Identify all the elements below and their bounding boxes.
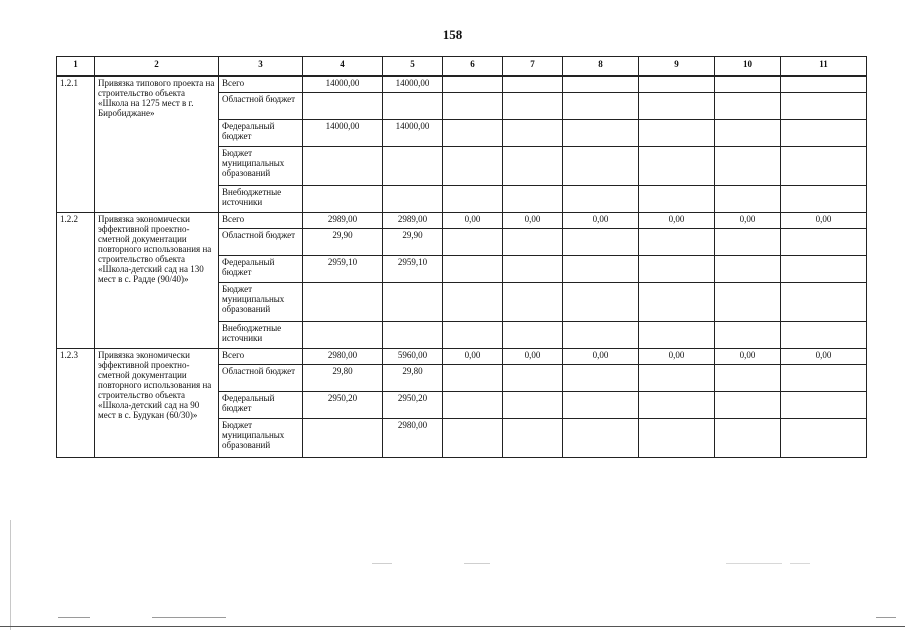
value-cell (563, 256, 639, 283)
page-number: 158 (442, 27, 463, 42)
column-header-3: 3 (219, 57, 303, 77)
value-cell (715, 392, 781, 419)
value-cell: 0,00 (443, 213, 503, 229)
value-cell (781, 76, 867, 93)
scan-artifact (372, 563, 392, 564)
value-cell (639, 147, 715, 186)
value-cell (503, 322, 563, 349)
funding-source: Бюджет муниципальных образований (219, 147, 303, 186)
scan-artifact (152, 617, 226, 618)
item-code: 1.2.1 (57, 76, 95, 213)
value-cell (563, 186, 639, 213)
value-cell (443, 93, 503, 120)
value-cell: 2980,00 (383, 419, 443, 458)
funding-source: Внебюджетные источники (219, 186, 303, 213)
column-header-7: 7 (503, 57, 563, 77)
value-cell (563, 93, 639, 120)
value-cell (563, 76, 639, 93)
value-cell: 29,80 (383, 365, 443, 392)
value-cell (303, 147, 383, 186)
value-cell: 0,00 (781, 213, 867, 229)
value-cell: 29,90 (383, 229, 443, 256)
value-cell: 2959,10 (383, 256, 443, 283)
value-cell (563, 229, 639, 256)
value-cell (639, 365, 715, 392)
column-header-1: 1 (57, 57, 95, 77)
value-cell: 0,00 (715, 349, 781, 365)
value-cell: 0,00 (563, 213, 639, 229)
value-cell (383, 283, 443, 322)
value-cell: 0,00 (639, 213, 715, 229)
item-code: 1.2.3 (57, 349, 95, 458)
value-cell (383, 322, 443, 349)
value-cell (639, 76, 715, 93)
value-cell: 5960,00 (383, 349, 443, 365)
value-cell (443, 322, 503, 349)
value-cell (781, 120, 867, 147)
column-header-10: 10 (715, 57, 781, 77)
value-cell (563, 147, 639, 186)
column-header-11: 11 (781, 57, 867, 77)
funding-source: Областной бюджет (219, 93, 303, 120)
item-code: 1.2.2 (57, 213, 95, 349)
scan-artifact (790, 563, 810, 564)
funding-source: Бюджет муниципальных образований (219, 419, 303, 458)
funding-source: Федеральный бюджет (219, 256, 303, 283)
value-cell: 2950,20 (303, 392, 383, 419)
value-cell (715, 93, 781, 120)
table-row (57, 349, 867, 365)
column-header-9: 9 (639, 57, 715, 77)
column-header-4: 4 (303, 57, 383, 77)
value-cell (503, 76, 563, 93)
funding-source: Федеральный бюджет (219, 392, 303, 419)
value-cell (503, 392, 563, 419)
value-cell (639, 120, 715, 147)
value-cell (563, 392, 639, 419)
value-cell (781, 365, 867, 392)
value-cell: 2959,10 (303, 256, 383, 283)
value-cell: 0,00 (563, 349, 639, 365)
value-cell (781, 93, 867, 120)
value-cell (383, 93, 443, 120)
table-row (57, 213, 867, 229)
value-cell (503, 93, 563, 120)
column-header-6: 6 (443, 57, 503, 77)
value-cell (443, 147, 503, 186)
funding-source: Бюджет муниципальных образований (219, 283, 303, 322)
value-cell (715, 147, 781, 186)
value-cell (639, 93, 715, 120)
value-cell (563, 120, 639, 147)
column-header-5: 5 (383, 57, 443, 77)
value-cell (303, 93, 383, 120)
value-cell (715, 229, 781, 256)
value-cell (639, 283, 715, 322)
budget-table (56, 56, 867, 458)
value-cell (503, 419, 563, 458)
value-cell: 0,00 (715, 213, 781, 229)
scan-margin-line (10, 520, 11, 630)
value-cell (781, 147, 867, 186)
value-cell (715, 419, 781, 458)
value-cell (781, 419, 867, 458)
value-cell: 0,00 (503, 349, 563, 365)
value-cell (443, 256, 503, 283)
funding-source: Областной бюджет (219, 229, 303, 256)
value-cell (443, 283, 503, 322)
value-cell: 29,80 (303, 365, 383, 392)
value-cell (563, 322, 639, 349)
value-cell: 14000,00 (383, 76, 443, 93)
value-cell (563, 419, 639, 458)
item-name: Привязка типового проекта на строительство объекта «Школа на 1275 мест в г. Биробиджане» (95, 76, 219, 213)
scan-artifact (464, 563, 490, 564)
value-cell: 0,00 (503, 213, 563, 229)
value-cell: 14000,00 (303, 120, 383, 147)
value-cell (383, 147, 443, 186)
table-row (57, 76, 867, 93)
value-cell (715, 186, 781, 213)
column-header-2: 2 (95, 57, 219, 77)
value-cell (443, 229, 503, 256)
item-name: Привязка экономически эффективной проектно-сметной документации повторного использования на строительство объекта «Школа-детский сад на 130 мест в с. Радде (90/40)» (95, 213, 219, 349)
value-cell (303, 283, 383, 322)
value-cell: 0,00 (781, 349, 867, 365)
value-cell (443, 419, 503, 458)
value-cell (781, 229, 867, 256)
value-cell (715, 283, 781, 322)
value-cell (443, 365, 503, 392)
value-cell: 29,90 (303, 229, 383, 256)
value-cell (503, 147, 563, 186)
table-body (57, 76, 867, 458)
value-cell (781, 256, 867, 283)
value-cell: 2989,00 (303, 213, 383, 229)
value-cell: 14000,00 (303, 76, 383, 93)
scan-artifact (876, 617, 896, 618)
funding-source: Всего (219, 349, 303, 365)
value-cell (715, 120, 781, 147)
funding-source: Всего (219, 76, 303, 93)
value-cell: 2989,00 (383, 213, 443, 229)
funding-source: Федеральный бюджет (219, 120, 303, 147)
header-row (57, 57, 867, 77)
value-cell: 2950,20 (383, 392, 443, 419)
value-cell (503, 365, 563, 392)
value-cell (781, 186, 867, 213)
item-name: Привязка экономически эффективной проектно-сметной документации повторного использования на строительство объекта «Школа-детский сад на 90 мест в с. Будукан (60/30)» (95, 349, 219, 458)
value-cell: 0,00 (443, 349, 503, 365)
page-bottom-edge (0, 626, 905, 627)
funding-source: Всего (219, 213, 303, 229)
value-cell (443, 76, 503, 93)
value-cell (715, 76, 781, 93)
value-cell (715, 256, 781, 283)
value-cell (443, 392, 503, 419)
column-header-8: 8 (563, 57, 639, 77)
value-cell (503, 120, 563, 147)
funding-source: Областной бюджет (219, 365, 303, 392)
value-cell (563, 365, 639, 392)
value-cell (781, 392, 867, 419)
value-cell (639, 256, 715, 283)
scan-artifact (58, 617, 90, 618)
value-cell: 2980,00 (303, 349, 383, 365)
scan-artifact (726, 563, 782, 564)
value-cell (563, 283, 639, 322)
value-cell (639, 419, 715, 458)
value-cell (503, 229, 563, 256)
value-cell (503, 186, 563, 213)
value-cell (715, 322, 781, 349)
funding-source: Внебюджетные источники (219, 322, 303, 349)
value-cell (303, 186, 383, 213)
value-cell (639, 392, 715, 419)
value-cell: 0,00 (639, 349, 715, 365)
value-cell (303, 419, 383, 458)
value-cell (503, 283, 563, 322)
value-cell (639, 186, 715, 213)
value-cell (781, 322, 867, 349)
value-cell (715, 365, 781, 392)
value-cell (383, 186, 443, 213)
value-cell (639, 229, 715, 256)
value-cell (443, 186, 503, 213)
value-cell (443, 120, 503, 147)
value-cell (303, 322, 383, 349)
value-cell: 14000,00 (383, 120, 443, 147)
value-cell (503, 256, 563, 283)
value-cell (639, 322, 715, 349)
value-cell (781, 283, 867, 322)
